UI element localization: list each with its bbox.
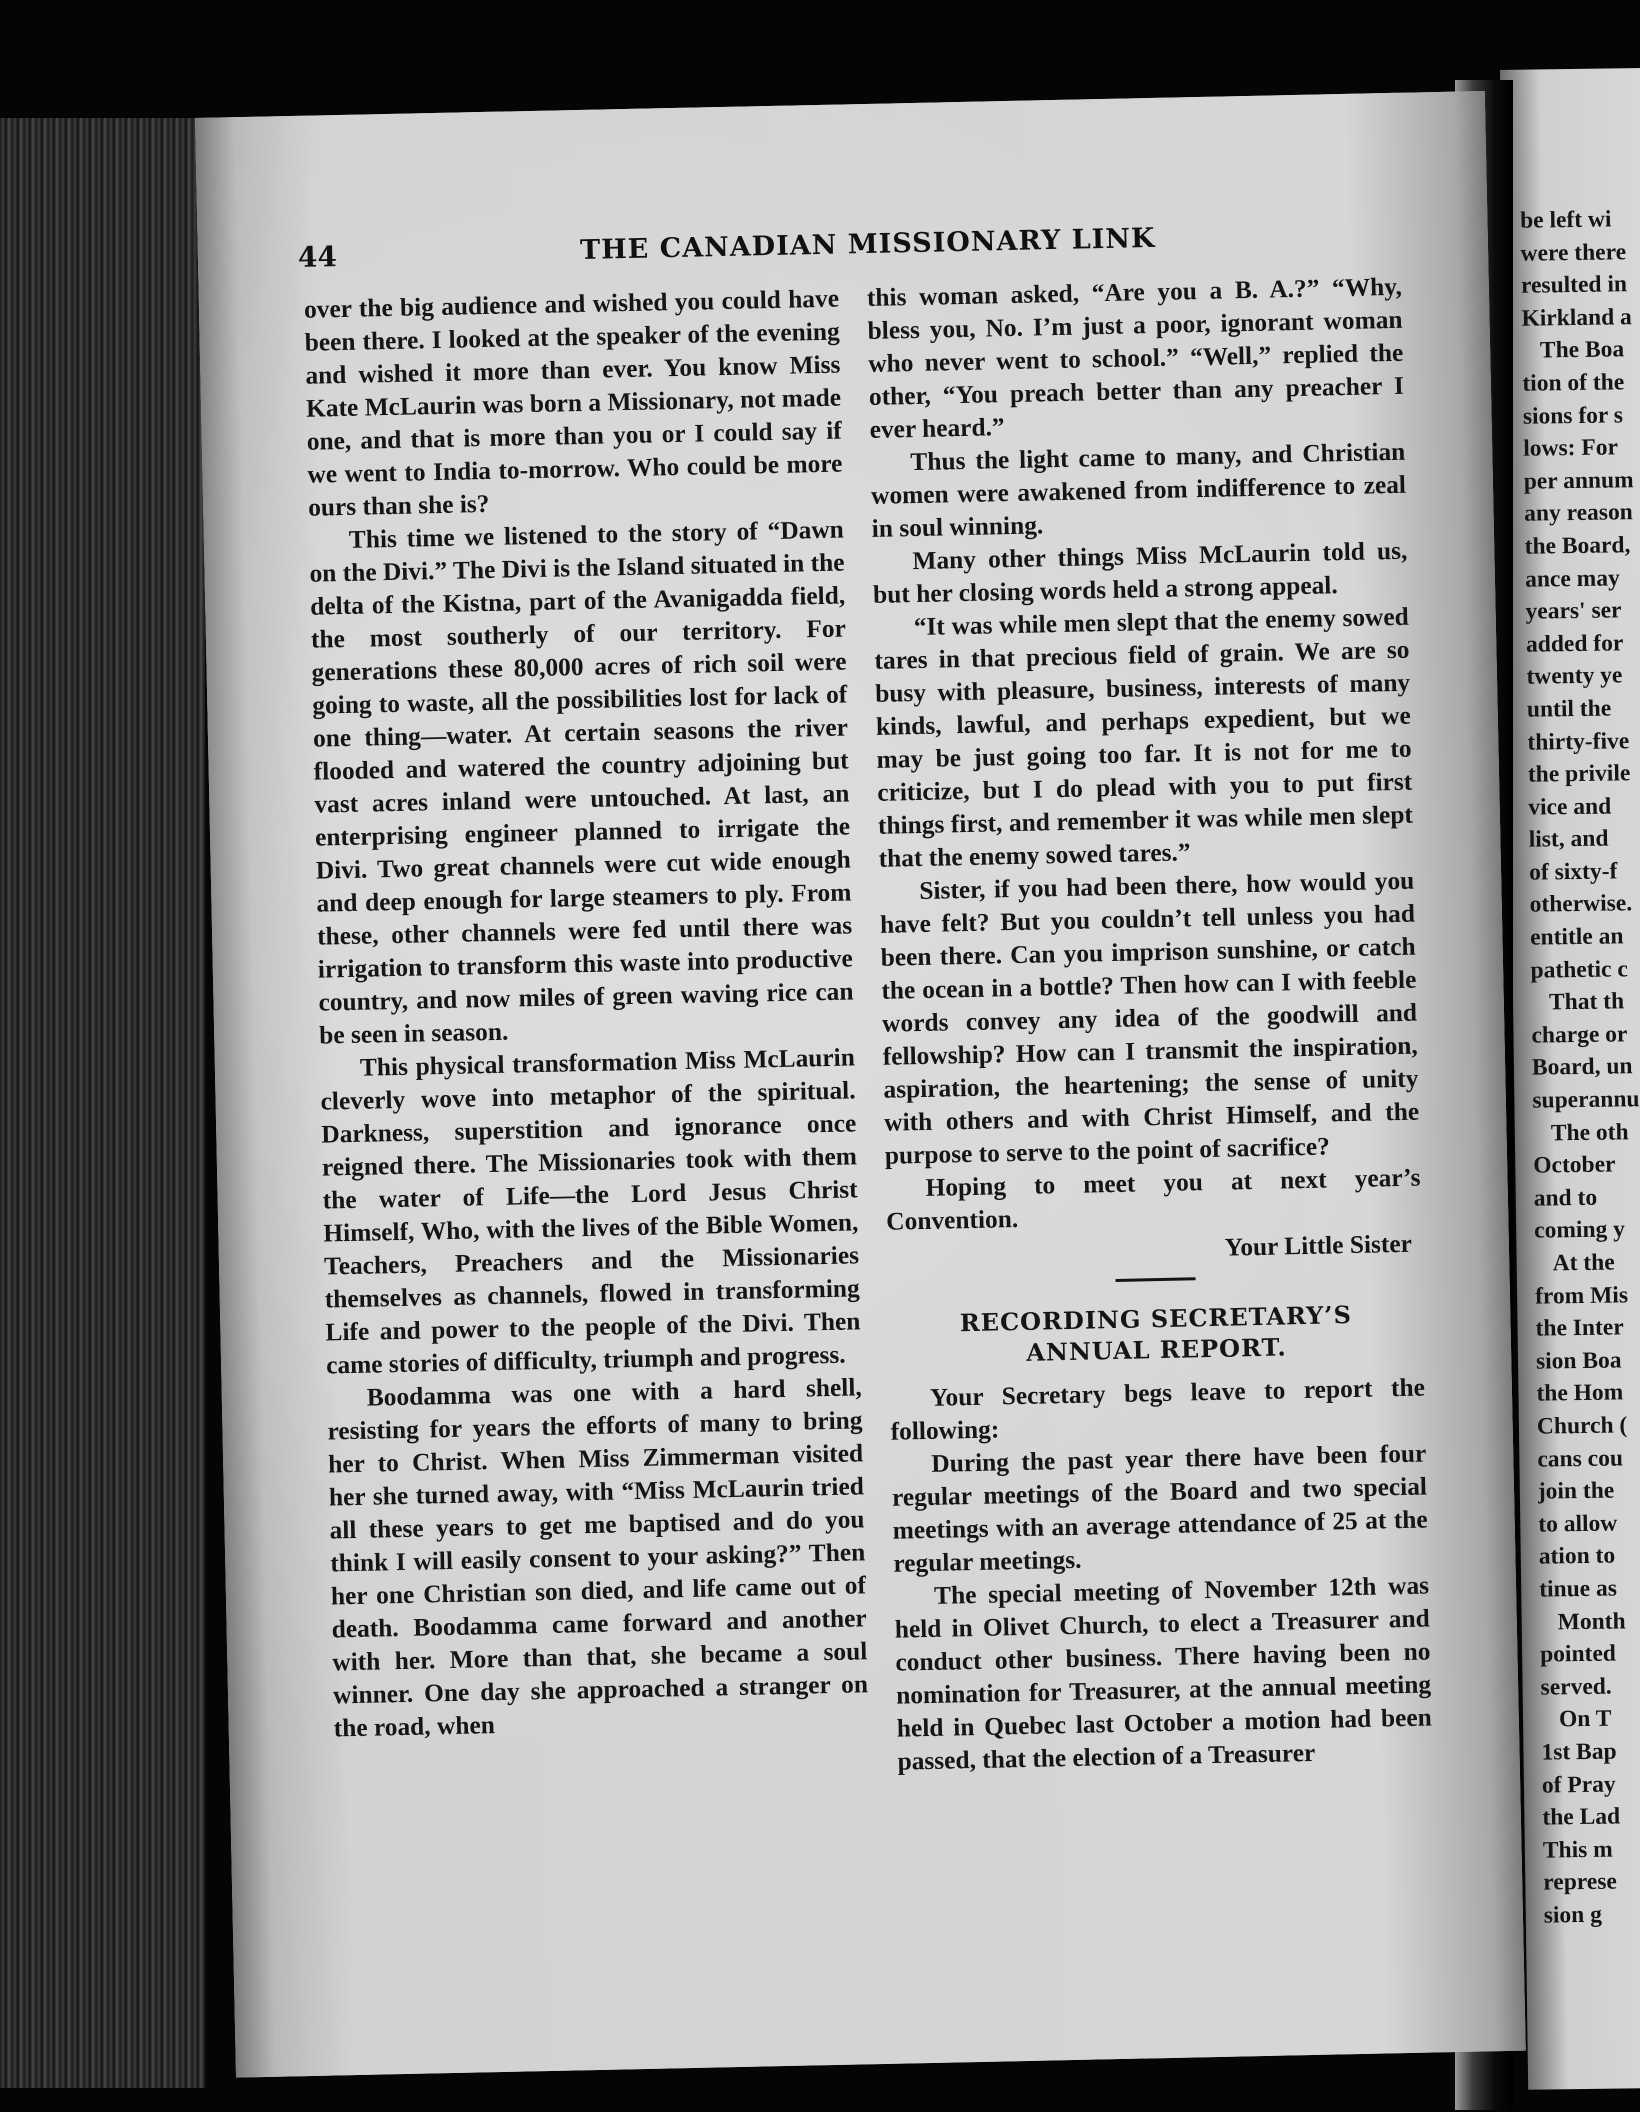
paragraph: Boodamma was one with a hard shell, resisting for years the efforts of many to bring her to Christ. When Miss Zimmerman visited her she turned away, with “Miss McLaurin tried all these years to get me baptised and do you think I will easily consent to your asking?” Then her one Christian son died, and life came out of death. Boodamma came forward and another with her. More than that, she became a soul winner. One day she approached a stranger on the road, when <box>327 1373 869 1743</box>
paragraph: Thus the light came to many, and Christian women were awakened from indifference to zeal in soul winning. <box>870 437 1407 543</box>
text-fragment: sions for s <box>1522 401 1624 430</box>
text-fragment: thirty-five <box>1527 727 1630 756</box>
text-fragment: represe <box>1543 1868 1618 1896</box>
text-fragment: added for <box>1525 630 1624 658</box>
text-fragment: of Pray <box>1541 1771 1616 1799</box>
text-fragment: to allow <box>1538 1510 1618 1538</box>
text-fragment: pointed <box>1539 1640 1617 1668</box>
text-fragment: list, and <box>1528 825 1609 853</box>
text-fragment: On T <box>1558 1705 1612 1733</box>
text-fragment: resulted in <box>1520 271 1628 299</box>
paragraph: this woman asked, “Are you a B. A.?” “Why, bless you, No. I’m just a poor, ignorant woman who never went to school.” “Well,” replied the other, “You preach better than any preacher I ever heard.” <box>866 272 1405 444</box>
text-fragment: 1st Bap <box>1541 1738 1617 1766</box>
text-fragment: the privile <box>1527 760 1631 788</box>
facing-page <box>1500 68 1640 2090</box>
section-title <box>888 1298 1424 1371</box>
text-fragment: Month <box>1557 1607 1626 1635</box>
text-fragment: served. <box>1540 1673 1612 1701</box>
section-title-line: RECORDING SECRETARY’S <box>959 1300 1353 1338</box>
section-title-line: ANNUAL REPORT. <box>1026 1332 1287 1367</box>
paragraph: Many other things Miss McLaurin told us, but her closing words held a strong appeal. <box>872 536 1408 609</box>
page-number: 44 <box>297 240 338 274</box>
text-fragment: Kirkland a <box>1521 303 1633 332</box>
text-fragment: This m <box>1542 1836 1613 1864</box>
text-fragment: per annum <box>1523 466 1634 495</box>
book-page-edges <box>0 118 205 2088</box>
right-column <box>867 271 1438 2002</box>
text-fragment: the Hom <box>1536 1379 1624 1407</box>
text-fragment: The Boa <box>1539 336 1625 364</box>
left-column <box>304 283 875 2014</box>
running-title: THE CANADIAN MISSIONARY LINK <box>579 222 1156 266</box>
paragraph: This physical transformation Miss McLaurin cleverly wove into metaphor of the spiritual. Darkness, superstition and ignorance once reigned there. The Missionaries took with them the water of Life—the Lord Jesus Christ Himself, Who, with the lives of the Bible Women, Teachers, Preachers and the Missionaries themselves as channels, flowed in transforming Life and power to the people of the Divi. Then came stories of difficulty, triumph and progress. <box>320 1043 861 1380</box>
book-page <box>195 91 1526 2078</box>
text-fragment: At the <box>1552 1249 1615 1277</box>
facing-page-text <box>1520 203 1640 1932</box>
text-fragment: until the <box>1526 695 1612 723</box>
letter-paragraphs <box>867 271 1422 1239</box>
text-fragment: be left wi <box>1519 206 1612 234</box>
paragraph: Sister, if you had been there, how would you have felt? But you couldn’t tell unless you had been there. Can you imprison sunshine, or catch the ocean in a bottle? Then how can I with feeble words convey any idea of the goodwill and fellowship? How can I transmit the inspiration, aspiration, the heartening; the sense of unity with others and with Christ Himself, and the purpose to serve to the point of sacrifice? <box>879 866 1420 1170</box>
text-fragment: sion Boa <box>1535 1347 1622 1375</box>
text-fragment: pathetic c <box>1530 955 1628 984</box>
text-fragment: tion of the <box>1522 369 1625 397</box>
text-fragment: sion g <box>1543 1901 1603 1929</box>
text-fragment: The oth <box>1550 1118 1629 1147</box>
text-fragment: tinue as <box>1539 1575 1618 1603</box>
signature: Your Little Sister <box>1224 1229 1413 1262</box>
text-fragment: coming y <box>1534 1216 1626 1245</box>
paragraph: During the past year there have been four regular meetings of the Board and two special meetings with an average attendance of 25 at the regular meetings. <box>891 1439 1428 1578</box>
text-fragment: of sixty-f <box>1529 858 1618 886</box>
paragraph: Your Secretary begs leave to report the following: <box>890 1373 1426 1446</box>
text-fragment: superannu <box>1532 1086 1640 1114</box>
text-fragment: the Board, <box>1524 532 1631 560</box>
text-fragment: join the <box>1537 1477 1615 1505</box>
text-fragment: charge or <box>1531 1021 1628 1049</box>
text-fragment: Board, un <box>1531 1053 1633 1082</box>
text-fragment: otherwise. <box>1529 890 1633 919</box>
text-fragment: the Inter <box>1535 1314 1624 1342</box>
paragraph: over the big audience and wished you could have been there. I looked at the speaker of the evening and wished it more than ever. You know Miss Kate McLaurin was born a Missionary, not made one, and that is more than you or I could say if we went to India to-morrow. Who could be more ours than she is? <box>303 284 843 522</box>
text-fragment: That th <box>1548 988 1625 1016</box>
text-fragment: years' ser <box>1525 597 1622 625</box>
text-fragment: the Lad <box>1542 1803 1621 1831</box>
text-fragment: from Mis <box>1534 1281 1629 1310</box>
section-divider <box>1115 1277 1195 1282</box>
paragraph: Hoping to meet you at next year’s Convention. <box>885 1163 1421 1236</box>
text-fragment: ation to <box>1538 1542 1616 1570</box>
text-fragment: cans cou <box>1537 1444 1624 1473</box>
page-header <box>298 217 1439 281</box>
text-fragment: any reason <box>1524 499 1633 528</box>
text-fragment: were there <box>1520 238 1627 267</box>
text-fragment: ance may <box>1524 564 1620 593</box>
paragraph: The special meeting of November 12th was held in Olivet Church, to elect a Treasurer and conduct other business. There having been no nomination for Treasurer, at the annual meeting held in Quebec last October a motion had been passed, that the election of a Treasurer <box>894 1571 1433 1776</box>
paragraph: This time we listened to the story of “Dawn on the Divi.” The Divi is the Island situated in the delta of the Kistna, part of the Avanigadda field, the most southerly of our territory. For generations these 80,000 acres of rich soil were going to waste, all the possibilities lost for lack of one thing—water. At certain seasons the river flooded and watered the country adjoining but vast acres inland were untouched. At last, an enterprising engineer planned to irrigate the Divi. Two great channels were cut wide enough and deep enough for large steamers to ply. From these, other channels were fed until there was irrigation to transform this waste into productive country, and now miles of green waving rice can be seen in season. <box>309 515 854 1050</box>
text-fragment: October <box>1533 1151 1616 1179</box>
text-fragment: lows: For <box>1523 434 1619 462</box>
paragraph: “It was while men slept that the enemy sowed tares in that precious field of grain. We are so busy with pleasure, business, interests of many kinds, lawful, and perhaps expedient, but we may be just going too far. It is not for me to criticize, but I do plead with you to put first things first, and remember it was while men slept that the enemy sowed tares.” <box>874 602 1414 873</box>
text-fragment: Church ( <box>1536 1412 1628 1440</box>
text-fragment: entitle an <box>1529 923 1624 951</box>
report-paragraphs <box>890 1372 1433 1779</box>
text-fragment: vice and <box>1528 793 1612 821</box>
text-fragment: twenty ye <box>1526 662 1623 691</box>
text-fragment: and to <box>1533 1184 1598 1212</box>
